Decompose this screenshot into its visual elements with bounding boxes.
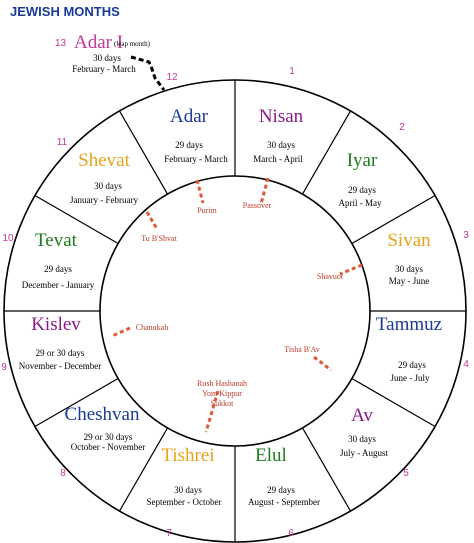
holiday-label: Passover (242, 201, 272, 210)
month-iyar (339, 122, 406, 208)
month-range: May - June (388, 276, 430, 286)
month-number: 11 (56, 137, 68, 148)
month-days: 30 days (94, 181, 122, 191)
month-range: July - August (339, 448, 389, 458)
holiday-marker (314, 357, 331, 370)
month-range: February - March (72, 64, 136, 74)
month-range: August - September (248, 497, 320, 507)
month-adar (164, 72, 228, 164)
month-days: 29 days (44, 264, 72, 274)
month-elul (248, 445, 320, 539)
month-shevat (57, 137, 139, 205)
month-days: 29 days (175, 140, 203, 150)
month-days: 30 days (395, 264, 423, 274)
month-range: June - July (390, 373, 430, 383)
month-tammuz (376, 314, 469, 383)
month-number: 2 (399, 122, 405, 133)
month-number: 3 (463, 230, 469, 241)
month-range: October - November (70, 442, 146, 452)
holiday-label: Chanukah (135, 323, 169, 332)
holiday-label: Tu B'Shvat (141, 234, 177, 243)
month-number: 5 (403, 468, 409, 479)
holiday-line: Rosh Hashanah (197, 379, 247, 388)
holiday-label: Shavuot (316, 272, 344, 281)
holiday-label (197, 379, 247, 408)
holiday-label: Tisha B'Av (284, 345, 320, 354)
inner-circle (100, 176, 370, 446)
month-name: Av (351, 405, 373, 426)
month-number: 13 (55, 38, 67, 49)
month-days: 30 days (348, 434, 376, 444)
holiday-line: Sukkot (210, 399, 234, 408)
holiday-line: Yom Kippur (202, 389, 242, 398)
month-name: Tammuz (375, 314, 443, 335)
month-days: 30 days (174, 485, 202, 495)
month-name: Tevat (35, 230, 77, 251)
month-range: January - February (70, 195, 138, 205)
month-av (340, 405, 409, 479)
month-name: Cheshvan (64, 404, 140, 425)
month-number: 6 (288, 528, 294, 539)
month-dividers (4, 80, 466, 542)
holiday-label: Purim (197, 206, 217, 215)
month-name: Elul (255, 445, 287, 466)
month-number: 9 (1, 362, 7, 373)
month-days: 29 days (348, 185, 376, 195)
holiday-marker (147, 212, 157, 229)
month-name: Iyar (346, 150, 378, 171)
holiday-marker (112, 328, 130, 336)
month-name: Adar (170, 106, 208, 127)
month-name: Nisan (258, 106, 304, 127)
month-range: December - January (21, 280, 95, 290)
month-name: Shevat (78, 150, 130, 171)
month-days: 30 days (93, 53, 121, 63)
month-number: 10 (2, 233, 14, 244)
divider-line (303, 111, 351, 194)
month-days: 29 or 30 days (83, 432, 133, 442)
holiday-labels (136, 201, 344, 408)
month-number: 1 (289, 66, 295, 77)
month-days: 29 or 30 days (35, 348, 85, 358)
month-number: 8 (60, 468, 66, 479)
month-number: 7 (166, 528, 172, 539)
leap-month-connector (131, 57, 164, 90)
month-name: Tishrei (161, 445, 215, 466)
month-range: February - March (164, 154, 228, 164)
month-range: September - October (146, 497, 222, 507)
month-range: November - December (18, 361, 102, 371)
month-name: Sivan (387, 230, 431, 251)
month-days: 29 days (398, 360, 426, 370)
month-number: 4 (463, 359, 469, 370)
month-range: April - May (338, 198, 382, 208)
page-title: JEWISH MONTHS (10, 4, 120, 19)
month-sivan (387, 230, 469, 286)
month-name: Adar I (74, 32, 124, 53)
month-kislev (1, 314, 101, 373)
month-tishrei (147, 445, 222, 539)
leap-month (55, 32, 164, 90)
holiday-marker (197, 180, 203, 203)
month-range: March - April (253, 154, 303, 164)
month-number: 12 (166, 72, 178, 83)
leap-month-note: (leap month) (114, 40, 150, 48)
month-cheshvan (60, 404, 145, 479)
month-days: 29 days (267, 485, 295, 495)
holiday-marker (340, 265, 362, 274)
month-name: Kislev (31, 314, 81, 335)
month-days: 30 days (267, 140, 295, 150)
